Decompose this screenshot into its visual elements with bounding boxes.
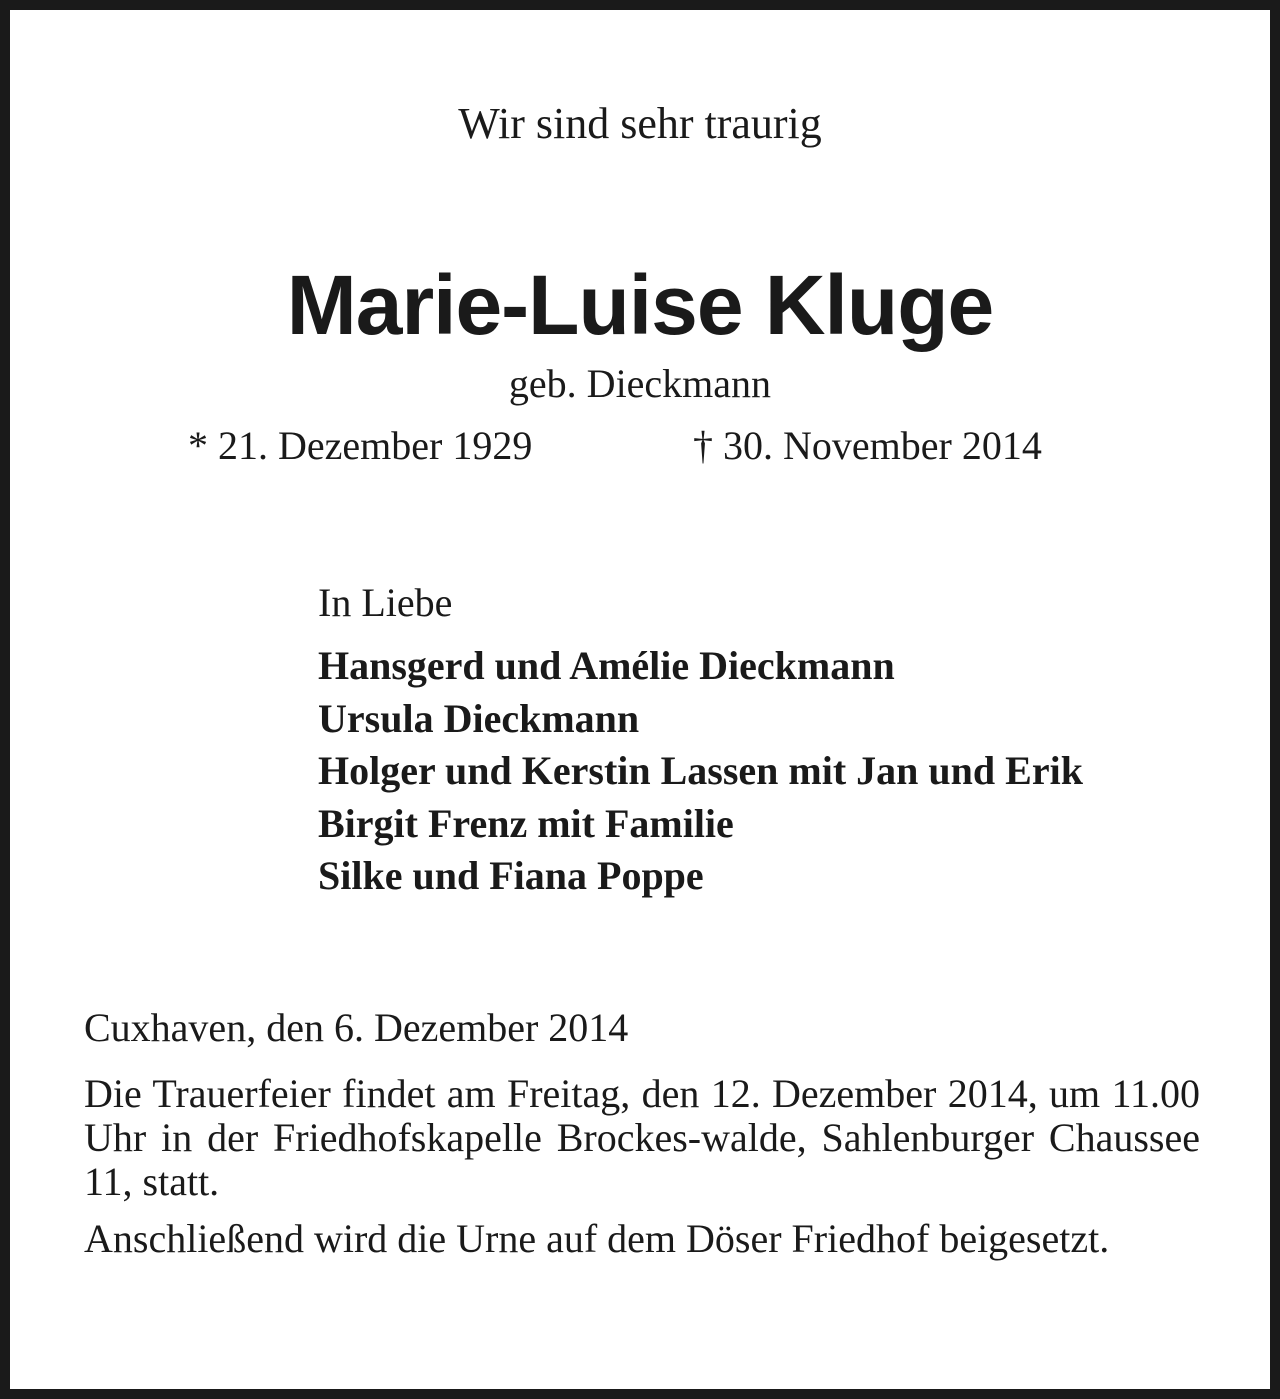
mourners-list xyxy=(318,640,1083,903)
mourner-item: Birgit Frenz mit Familie xyxy=(318,800,734,846)
place-and-date: Cuxhaven, den 6. Dezember 2014 xyxy=(84,1005,629,1050)
mourner-item: Silke und Fiana Poppe xyxy=(318,853,704,898)
deceased-name: Marie-Luise Kluge xyxy=(286,258,994,352)
mourner-item: Ursula Dieckmann xyxy=(318,695,640,741)
burial-info: Anschließend wird die Urne auf dem Döser Friedhof beigesetzt. xyxy=(84,1216,1110,1261)
love-intro: In Liebe xyxy=(318,580,453,625)
headline: Wir sind sehr traurig xyxy=(458,99,822,148)
mourner-item: Hansgerd und Amélie Dieckmann xyxy=(318,643,895,688)
maiden-name: geb. Dieckmann xyxy=(508,361,772,406)
funeral-info: Die Trauerfeier findet am Freitag, den 12. Dezember 2014, um 11.00 Uhr in der Friedhofskapelle Brockes-walde, Sahlenburger Chaussee 11, statt. xyxy=(84,1071,1200,1204)
mourner-item: Holger und Kerstin Lassen mit Jan und Erik xyxy=(318,748,1083,793)
birth-date: * 21. Dezember 1929 xyxy=(188,423,533,468)
death-date: † 30. November 2014 xyxy=(693,423,1042,468)
